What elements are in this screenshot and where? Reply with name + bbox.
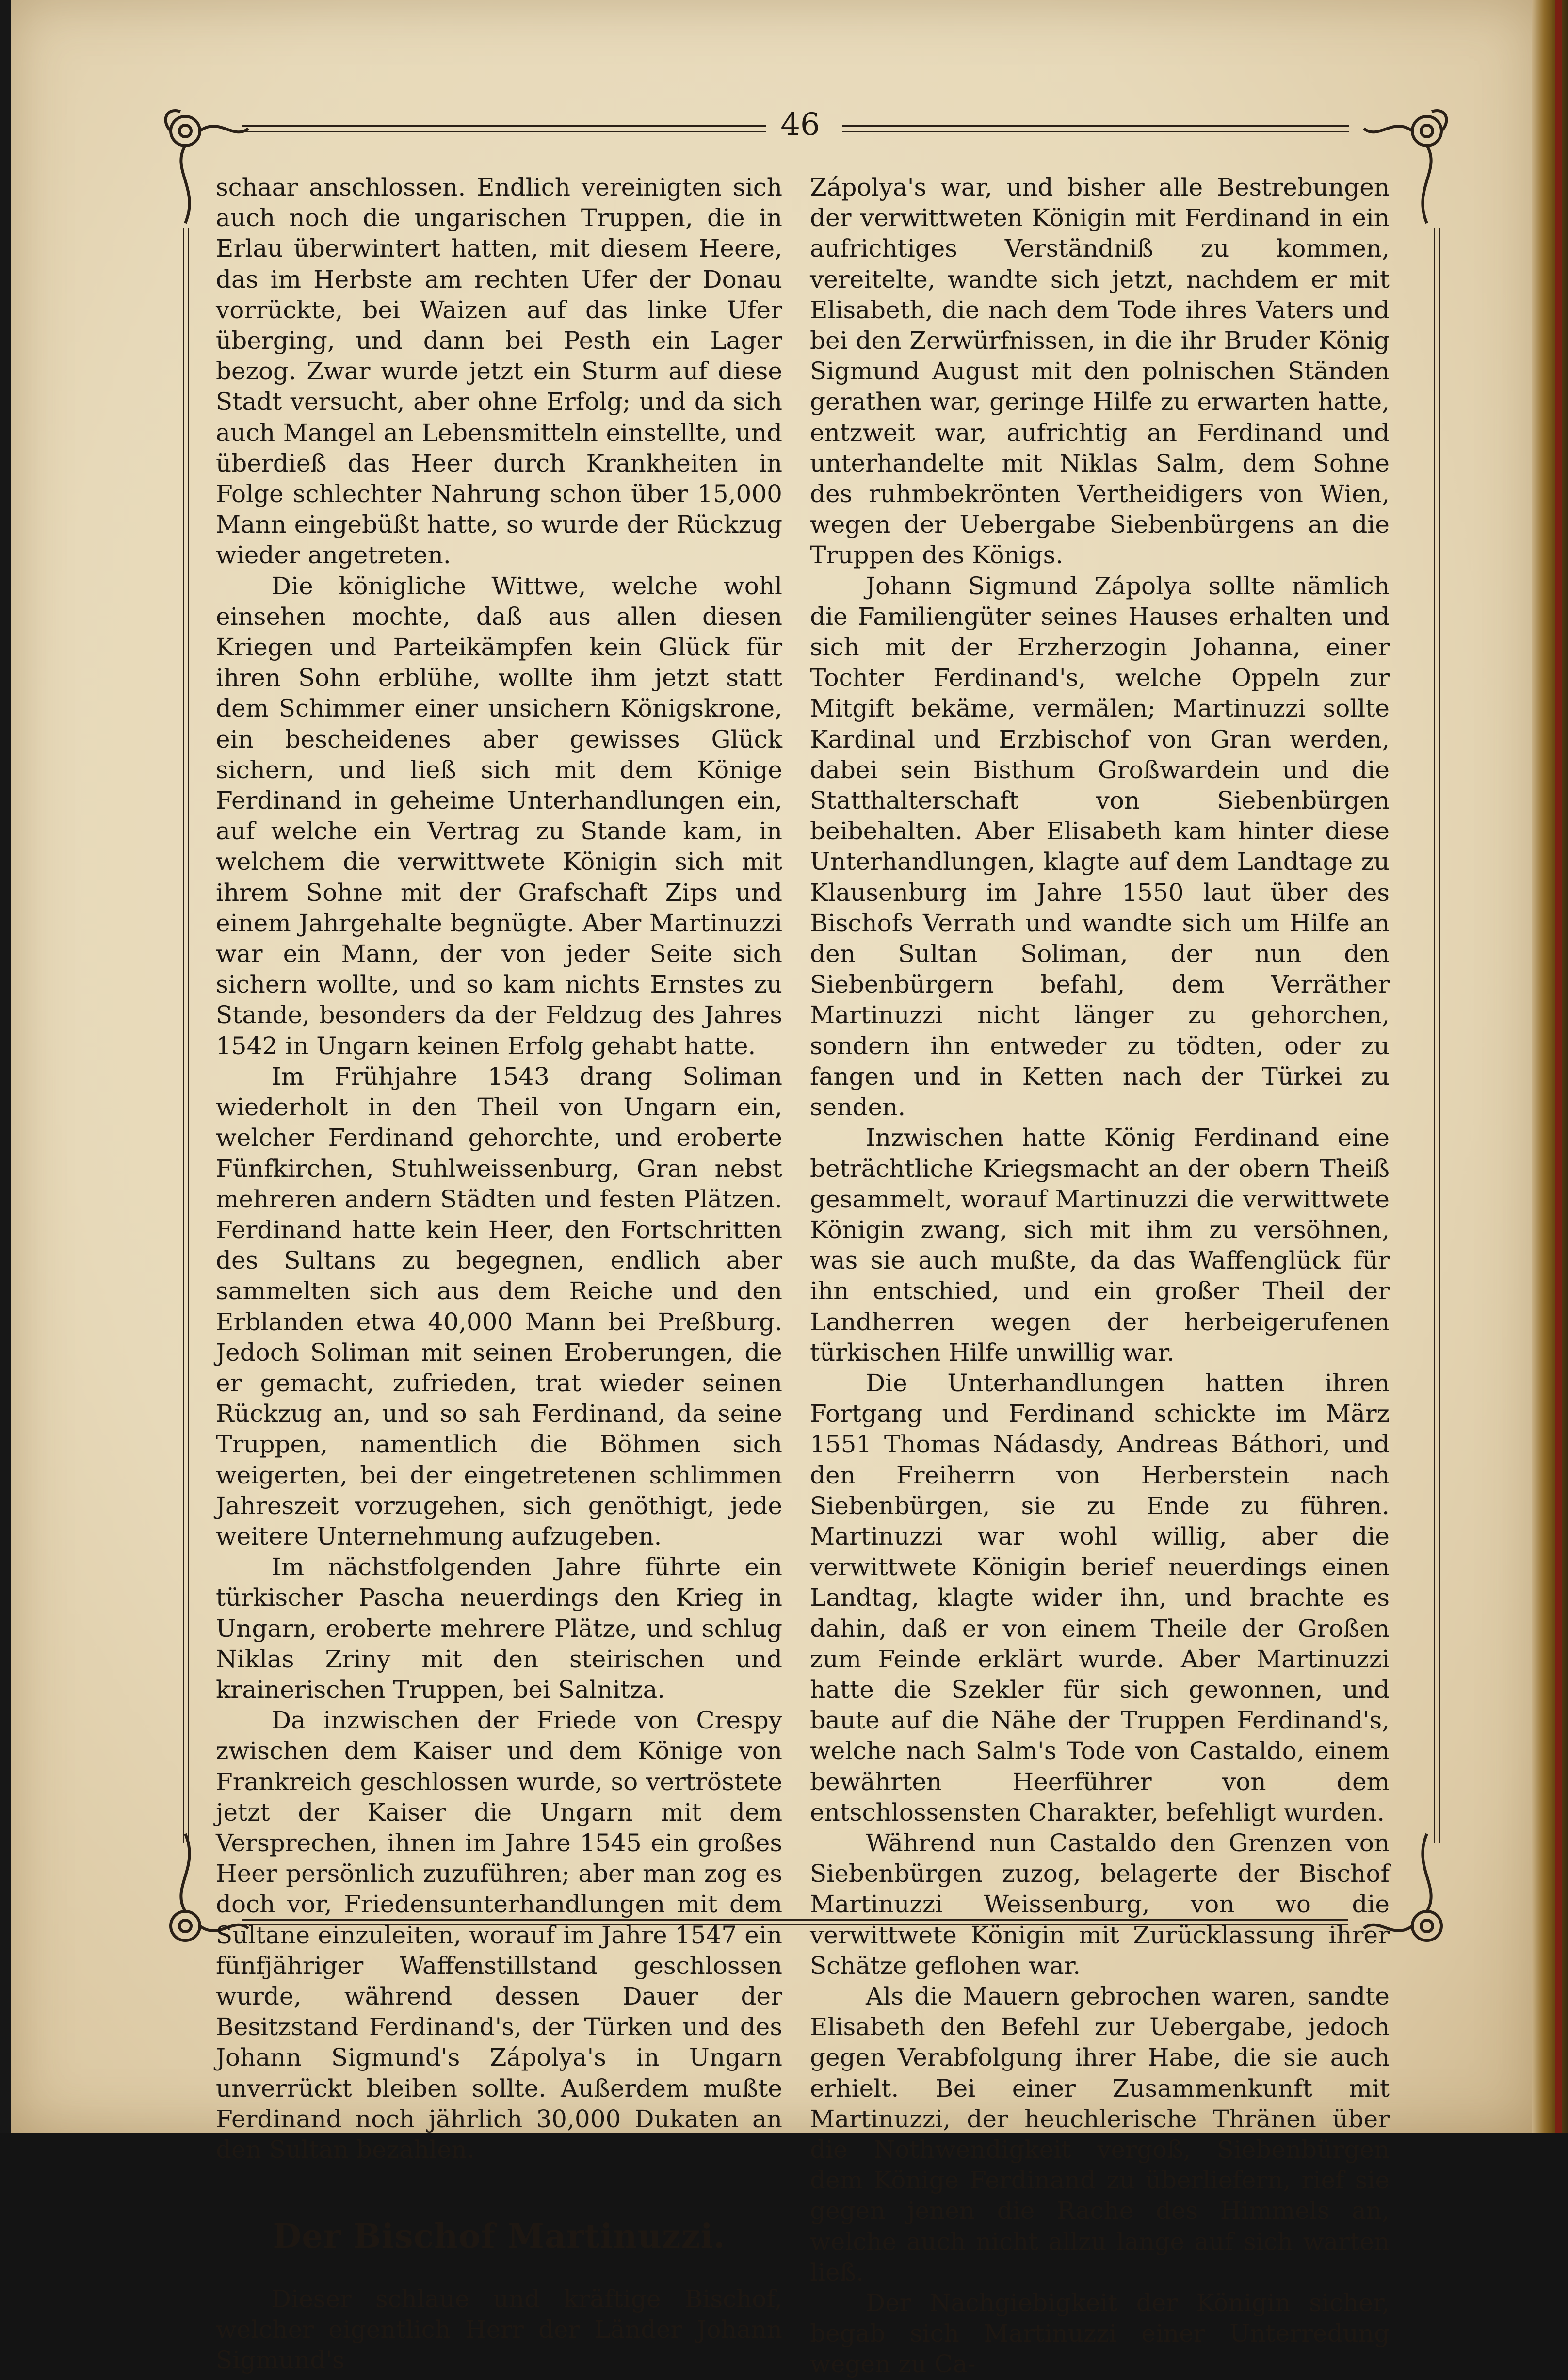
paragraph: Während nun Castaldo den Grenzen von Siebenbürgen zuzog, belagerte der Bischof Martinuzzi Weissenburg, von wo die verwittwete Königin mit Zurücklassung ihrer Schätze geflohen war. (810, 1828, 1390, 1980)
header-rule-left (242, 125, 766, 127)
paragraph: Da inzwischen der Friede von Crespy zwischen dem Kaiser und dem Könige von Frankreich geschlossen wurde, so vertröstete jetzt der Kaiser die Ungarn mit dem Versprechen, ihnen im Jahre 1545 ein großes Heer persönlich zuzuführen; aber man zog es doch vor, Friedensunterhandlungen mit dem Sultane einzuleiten, worauf im Jahre 1547 ein fünfjähriger Waffenstillstand geschlossen wurde, während dessen Dauer der Besitzstand Ferdinand's, der Türken und des Johann Sigmund's Zápolya's in Ungarn unverrückt bleiben sollte. Außerdem mußte Ferdinand noch jährlich 30,000 Dukaten an den Sultan bezahlen. (216, 1706, 782, 2164)
section-heading: Der Bischof Martinuzzi. (273, 2217, 726, 2256)
text-column-left (216, 172, 782, 2375)
right-border-rule-inner (1434, 228, 1435, 1843)
paragraph: Johann Sigmund Zápolya sollte nämlich die Familiengüter seines Hauses erhalten und sich mit der Erzherzogin Johanna, einer Tochter Ferdinand's, welche Oppeln zur Mitgift bekäme, vermälen; Martinuzzi sollte Kardinal und Erzbischof von Gran werden, dabei sein Bisthum Großwardein und die Statthalterschaft von Siebenbürgen beibehalten. Aber Elisabeth kam hinter diese Unterhandlungen, klagte auf dem Landtage zu Klausenburg im Jahre 1550 laut über des Bischofs Verrath und wandte sich um Hilfe an den Sultan Soliman, der nun den Siebenbürgern befahl, dem Verräther Martinuzzi nicht länger zu gehorchen, sondern ihn entweder zu tödten, oder zu fangen und in Ketten nach der Türkei zu senden. (810, 571, 1390, 1122)
paragraph: Der Nachgiebigkeit der Königin sicher, begab sich Martinuzzi einer Unterredung wegen zu Ca- (810, 2289, 1390, 2379)
header-rule-left-thin (242, 131, 766, 132)
paragraph: Die königliche Wittwe, welche wohl einsehen mochte, daß aus allen diesen Kriegen und Parteikämpfen kein Glück für ihren Sohn erblühe, wollte ihm jetzt statt dem Schimmer einer unsichern Königskrone, ein bescheidenes aber gewisses Glück sichern, und ließ sich mit dem Könige Ferdinand in geheime Unterhandlungen ein, auf welche ein Vertrag zu Stande kam, in welchem die verwittwete Königin sich mit ihrem Sohne mit der Grafschaft Zips und einem Jahrgehalte begnügte. Aber Martinuzzi war ein Mann, der von jeder Seite sich sichern wollte, und so kam nichts Ernstes zu Stande, besonders da der Feldzug des Jahres 1542 in Ungarn keinen Erfolg gehabt hatte. (216, 571, 782, 1060)
left-border-rule-inner (188, 228, 189, 1843)
left-border-rule (183, 228, 184, 1843)
page-number: 46 (780, 107, 820, 143)
text-column-right (810, 172, 1390, 2379)
paragraph: Inzwischen hatte König Ferdinand eine beträchtliche Kriegsmacht an der obern Theiß gesammelt, worauf Martinuzzi die verwittwete Königin zwang, sich mit ihm zu versöhnen, was sie auch mußte, da das Waffenglück für ihn entschied, und ein großer Theil der Landherren wegen der herbeigerufenen türkischen Hilfe unwillig war. (810, 1124, 1390, 1367)
book-spine (1532, 0, 1568, 2133)
header-rule-right (842, 125, 1349, 127)
paragraph: Die Unterhandlungen hatten ihren Fortgang und Ferdinand schickte im März 1551 Thomas Nádasdy, Andreas Báthori, und den Freiherrn von Herberstein nach Siebenbürgen, sie zu Ende zu führen. Martinuzzi war wohl willig, aber die verwittwete Königin berief neuerdings einen Landtag, klagte wider ihn, und brachte es dahin, daß er von einem Theile der Großen zum Feinde erklärt wurde. Aber Martinuzzi hatte die Szekler für sich gewonnen, und baute auf die Nähe der Truppen Ferdinand's, welche nach Salm's Tode von Castaldo, einem bewährten Heerführer von dem entschlossensten Charakter, befehligt wurden. (810, 1369, 1390, 1826)
right-border-rule (1439, 228, 1440, 1843)
header-rule-right-thin (842, 131, 1349, 132)
paragraph: Dieser schlaue und kräftige Bischof, welcher eigentlich Herr der Länder Johann Sigmund's (216, 2285, 782, 2375)
paragraph: Zápolya's war, und bisher alle Bestrebungen der verwittweten Königin mit Ferdinand in ein aufrichtiges Verständniß zu kommen, vereitelte, wandte sich jetzt, nachdem er mit Elisabeth, die nach dem Tode ihres Vaters und bei den Zerwürfnissen, in die ihr Bruder König Sigmund August mit den polnischen Ständen gerathen war, geringe Hilfe zu erwarten hatte, entzweit war, aufrichtig an Ferdinand und unterhandelte mit Niklas Salm, dem Sohne des ruhmbekrönten Vertheidigers von Wien, wegen der Uebergabe Siebenbürgens an die Truppen des Königs. (810, 173, 1390, 570)
paragraph: schaar anschlossen. Endlich vereinigten sich auch noch die ungarischen Truppen, die in Erlau überwintert hatten, mit diesem Heere, das im Herbste am rechten Ufer der Donau vorrückte, bei Waizen auf das linke Ufer überging, und dann bei Pesth ein Lager bezog. Zwar wurde jetzt ein Sturm auf diese Stadt versucht, aber ohne Erfolg; und da sich auch Mangel an Lebensmitteln einstellte, und überdieß das Heer durch Krankheiten in Folge schlechter Nahrung schon über 15,000 Mann eingebüßt hatte, so wurde der Rückzug wieder angetreten. (216, 173, 782, 570)
spine-edge (1555, 0, 1562, 2133)
paragraph: Im nächstfolgenden Jahre führte ein türkischer Pascha neuerdings den Krieg in Ungarn, eroberte mehrere Plätze, und schlug Niklas Zriny mit den steirischen und krainerischen Truppen, bei Salnitza. (216, 1553, 782, 1704)
paragraph: Als die Mauern gebrochen waren, sandte Elisabeth den Befehl zur Uebergabe, jedoch gegen Verabfolgung ihrer Habe, die sie auch erhielt. Bei einer Zusammenkunft mit Martinuzzi, der heuchlerische Thränen über die Nothwendigkeit vergoß, Siebenbürgen dem Könige Ferdinand zu überliefern, rief sie gegen jenen die Rache des Himmels an, welche auch nicht allzu lange auf sich warten ließ. (810, 1982, 1390, 2286)
paragraph: Im Frühjahre 1543 drang Soliman wiederholt in den Theil von Ungarn ein, welcher Ferdinand gehorchte, und eroberte Fünfkirchen, Stuhlweissenburg, Gran nebst mehreren andern Städten und festen Plätzen. Ferdinand hatte kein Heer, den Fortschritten des Sultans zu begegnen, endlich aber sammelten sich aus dem Reiche und den Erblanden etwa 40,000 Mann bei Preßburg. Jedoch Soliman mit seinen Eroberungen, die er gemacht, zufrieden, trat wieder seinen Rückzug an, und so sah Ferdinand, da seine Truppen, namentlich die Böhmen sich weigerten, bei der eingetretenen schlimmen Jahreszeit vorzugehen, sich genöthigt, jede weitere Unternehmung aufzugeben. (216, 1062, 782, 1550)
